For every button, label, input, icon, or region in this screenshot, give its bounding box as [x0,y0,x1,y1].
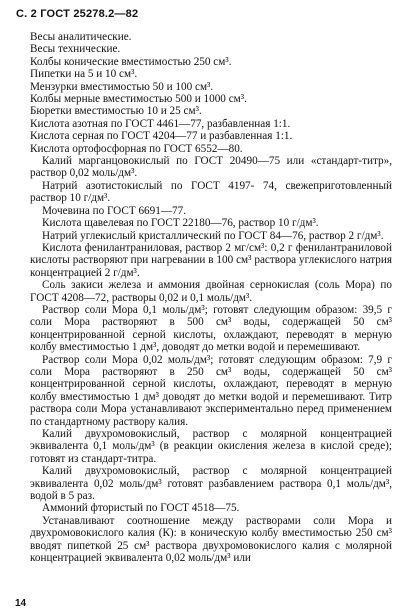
reagent-line: Кислота азотная по ГОСТ 4461—77, разбавленная 1:1. [30,117,291,130]
reagent-paragraph: Натрий углекислый кристаллический по ГОСТ 84—76, раствор 2 г/дм³. [42,229,384,242]
equipment-line: Пипетки на 5 и 10 см³. [30,68,138,81]
equipment-line: Мензурки вместимостью 50 и 100 см³. [30,80,214,93]
solution-preparation-paragraph: Раствор соли Мора 0,02 моль/дм³; готовят следующим образом: 7,9 г соли Мора растворяют в 250 см³ воды, содержащей 50 см³ концентрированной серной кислоты, охлаждают, переводят в мерную колбу вместимостью 1 дм³ доводят до метки водой и перемешивают. Титр раствора соли Мора устанавливают экспериментально перед применением по стандартному раствору калия. [30,353,392,428]
document-body [30,31,392,564]
reagent-paragraph: Аммоний фтористый по ГОСТ 4518—75. [42,502,240,515]
equipment-line: Весы технические. [30,43,121,56]
page-header: С. 2 ГОСТ 25278.2—82 [16,8,139,20]
page-number: 14 [15,598,27,609]
reagent-paragraph: Соль закиси железа и аммония двойная сернокислая (соль Мора) по ГОСТ 4208—72, растворы 0,02 и 0,1 моль/дм³. [30,279,392,304]
reagent-paragraph: Калий двухромовокислый, раствор с молярной концентрацией эквивалента 0,1 моль/дм³ (в реакции окисления железа в кислой среде); готовят из стандарт-титра. [30,428,392,465]
equipment-line: Колбы мерные вместимостью 500 и 1000 см³. [30,93,247,106]
reagent-paragraph: Калий марганцовокислый по ГОСТ 20490—75 или «стандарт-титр», раствор 0,02 моль/дм³. [30,155,392,180]
reagent-line: Кислота ортофосфорная по ГОСТ 6552—80. [30,142,243,155]
equipment-line: Весы аналитические. [30,31,132,43]
solution-preparation-paragraph: Раствор соли Мора 0,1 моль/дм³; готовят следующим образом: 39,5 г соли Мора растворяют в 500 см³ воды, содержащей 50 см³ концентрированной серной кислоты, охлаждают, переводят в мерную колбу вместимостью 1 дм³, доводят до метки водой и перемешивают. [30,303,392,354]
reagent-paragraph: Натрий азотистокислый по ГОСТ 4197- 74, свежеприготовленный раствор 10 г/дм³. [30,179,392,205]
equipment-line: Колбы конические вместимостью 250 см³. [30,55,232,68]
reagent-line: Кислота серная по ГОСТ 4204—77 и разбавленная 1:1. [30,130,293,143]
reagent-paragraph: Кислота фенилантраниловая, раствор 2 мг/см³: 0,2 г фенилантраниловой кислоты растворяют при нагревании в 100 см³ раствора углекислого натрия концентрацией 2 г/дм³. [30,241,392,279]
reagent-paragraph: Кислота щавелевая по ГОСТ 22180—76, раствор 10 г/дм³. [42,217,319,230]
equipment-line: Бюретки вместимостью 10 и 25 см³. [30,105,202,118]
procedure-paragraph: Устанавливают соотношение между растворами соли Мора и двухромовокислого калия (К): в коническую колбу вместимостью 250 см³ вводят пипеткой 25 см³ раствора двухромовокислого калия с молярной концентрацией эквивалента 0,02 моль/дм³ или [30,514,392,565]
reagent-paragraph: Мочевина по ГОСТ 6691—77. [42,204,187,217]
reagent-paragraph: Калий двухромовокислый, раствор с молярной концентрацией эквивалента 0,02 моль/дм³ готовят разбавлением раствора 0,1 моль/дм³, водой в 5 раз. [30,465,392,503]
